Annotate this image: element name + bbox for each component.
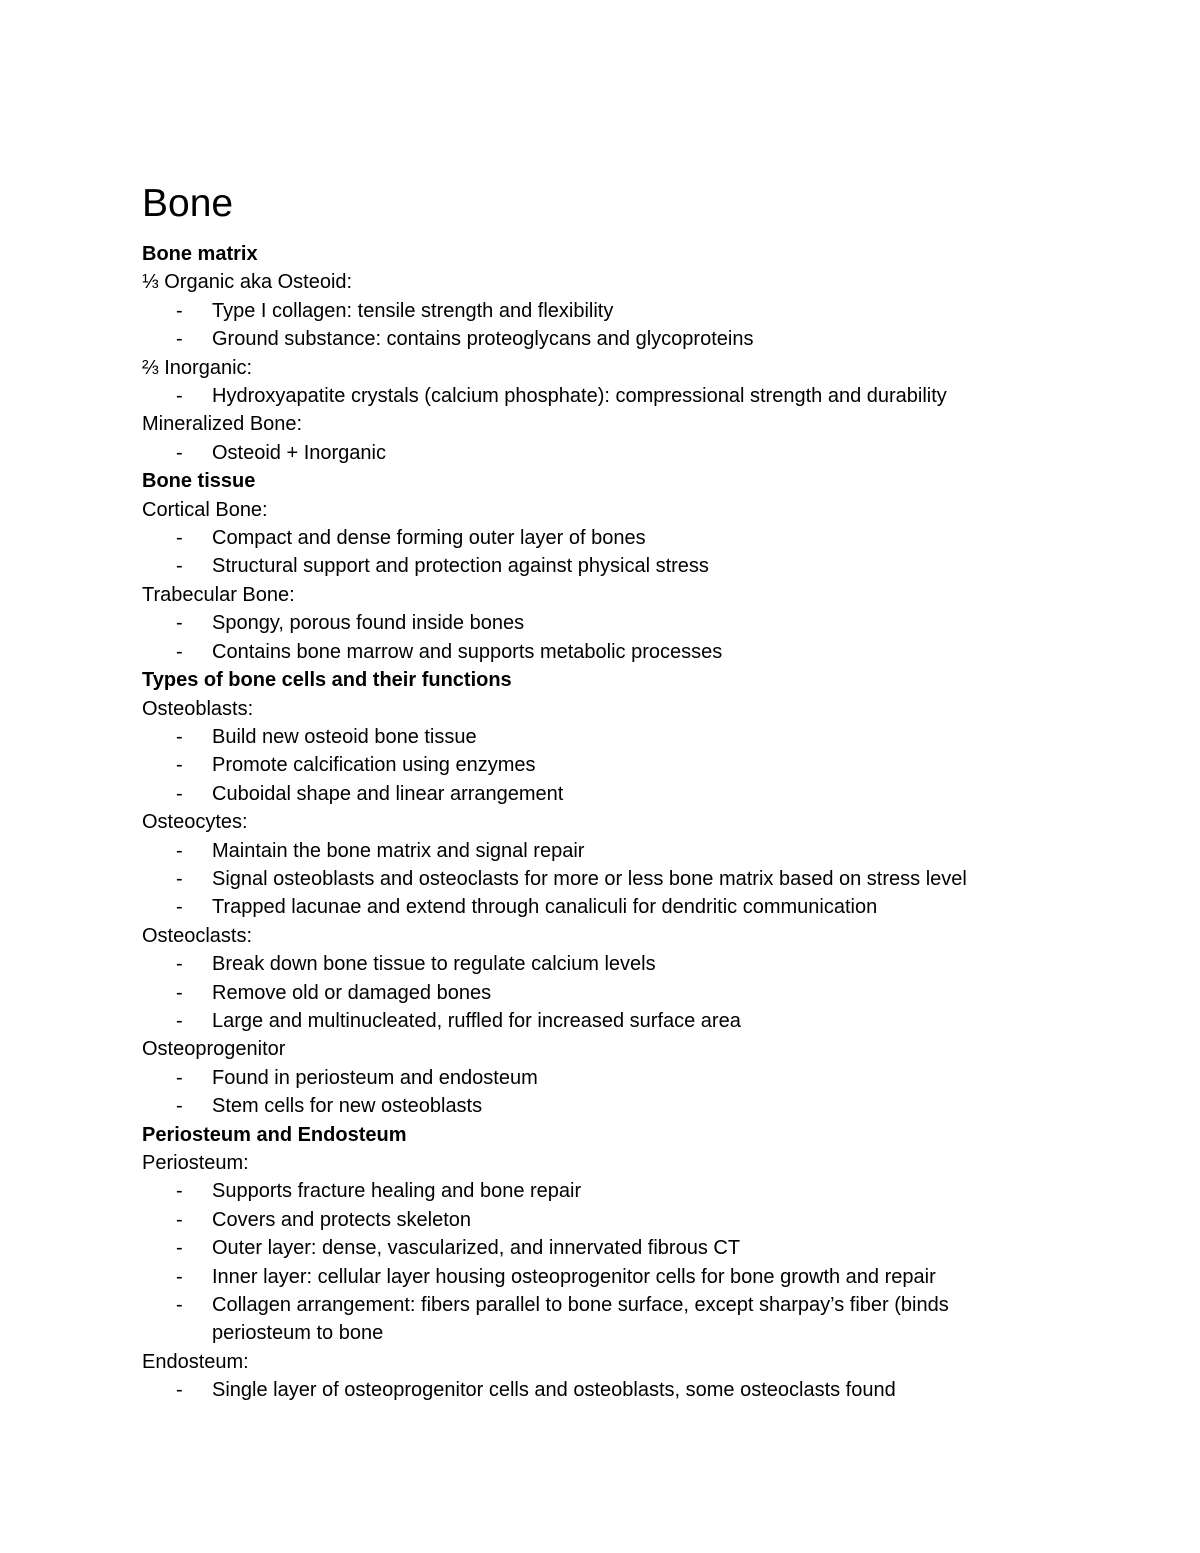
document-content	[142, 240, 1082, 1405]
list-item-text: Break down bone tissue to regulate calcium levels	[212, 953, 656, 976]
dash-bullet-icon: -	[176, 1379, 183, 1402]
list-item	[142, 1007, 1082, 1035]
list-item	[142, 325, 1082, 353]
list-item-text: Promote calcification using enzymes	[212, 754, 536, 777]
dash-bullet-icon: -	[176, 953, 183, 976]
dash-bullet-icon: -	[176, 612, 183, 635]
document-body	[142, 178, 1082, 1405]
list-item-text: Signal osteoblasts and osteoclasts for more or less bone matrix based on stress level	[212, 867, 967, 890]
dash-bullet-icon: -	[176, 782, 183, 805]
group-label: Mineralized Bone:	[142, 413, 303, 436]
dash-bullet-icon: -	[176, 328, 183, 351]
list-item	[142, 979, 1082, 1007]
list-item	[142, 723, 1082, 751]
group-label: ⅔ Inorganic:	[142, 356, 253, 379]
group-label: Osteoprogenitor	[142, 1038, 286, 1061]
list-item-text: Osteoid + Inorganic	[212, 441, 386, 464]
dash-bullet-icon: -	[176, 896, 183, 919]
list-item	[142, 780, 1082, 808]
group-label: Cortical Bone:	[142, 498, 268, 521]
list-item	[142, 1092, 1082, 1120]
list-item-text: Type I collagen: tensile strength and flexibility	[212, 299, 614, 322]
dash-bullet-icon: -	[176, 1237, 183, 1260]
list-item-text: Ground substance: contains proteoglycans and glycoproteins	[212, 328, 754, 351]
list-item-text: Covers and protects skeleton	[212, 1208, 472, 1231]
section-heading: Types of bone cells and their functions	[142, 669, 512, 692]
list-item	[142, 382, 1082, 410]
list-item	[142, 1376, 1082, 1404]
list-item	[142, 865, 1082, 893]
list-item-text: Hydroxyapatite crystals (calcium phosphate): compressional strength and durability	[212, 385, 947, 408]
list-item-text: Single layer of osteoprogenitor cells and osteoblasts, some osteoclasts found	[212, 1379, 896, 1402]
list-item	[142, 950, 1082, 978]
list-item	[142, 751, 1082, 779]
group-label: Osteoclasts:	[142, 924, 253, 947]
dash-bullet-icon: -	[176, 527, 183, 550]
list-item-text: Cuboidal shape and linear arrangement	[212, 782, 564, 805]
list-item-text: Compact and dense forming outer layer of bones	[212, 527, 646, 550]
list-item-text: Outer layer: dense, vascularized, and innervated fibrous CT	[212, 1237, 741, 1260]
dash-bullet-icon: -	[176, 867, 183, 890]
list-item-text: Remove old or damaged bones	[212, 981, 492, 1004]
list-item-text: Large and multinucleated, ruffled for increased surface area	[212, 1009, 741, 1032]
list-item	[142, 1206, 1082, 1234]
dash-bullet-icon: -	[176, 441, 183, 464]
dash-bullet-icon: -	[176, 1095, 183, 1118]
dash-bullet-icon: -	[176, 1009, 183, 1032]
group-label: Osteocytes:	[142, 811, 248, 834]
list-item-text: Spongy, porous found inside bones	[212, 612, 525, 635]
list-item-text: Collagen arrangement: fibers parallel to bone surface, except sharpay’s fiber (binds periosteum to bone	[212, 1294, 949, 1345]
list-item	[142, 837, 1082, 865]
list-item	[142, 297, 1082, 325]
group-label: Trabecular Bone:	[142, 583, 295, 606]
dash-bullet-icon: -	[176, 1294, 183, 1317]
list-item-text: Stem cells for new osteoblasts	[212, 1095, 483, 1118]
dash-bullet-icon: -	[176, 1208, 183, 1231]
dash-bullet-icon: -	[176, 839, 183, 862]
list-item	[142, 1064, 1082, 1092]
list-item-text: Maintain the bone matrix and signal repair	[212, 839, 585, 862]
dash-bullet-icon: -	[176, 725, 183, 748]
list-item	[142, 552, 1082, 580]
dash-bullet-icon: -	[176, 555, 183, 578]
dash-bullet-icon: -	[176, 1066, 183, 1089]
list-item	[142, 1177, 1082, 1205]
list-item	[142, 893, 1082, 921]
list-item	[142, 439, 1082, 467]
list-item-text: Structural support and protection against physical stress	[212, 555, 709, 578]
list-item-text: Inner layer: cellular layer housing osteoprogenitor cells for bone growth and repair	[212, 1265, 936, 1288]
list-item	[142, 524, 1082, 552]
list-item	[142, 609, 1082, 637]
list-item	[142, 1263, 1082, 1291]
dash-bullet-icon: -	[176, 385, 183, 408]
dash-bullet-icon: -	[176, 754, 183, 777]
section-heading: Bone matrix	[142, 243, 258, 265]
dash-bullet-icon: -	[176, 981, 183, 1004]
group-label: ⅓ Organic aka Osteoid:	[142, 271, 353, 294]
dash-bullet-icon: -	[176, 640, 183, 663]
dash-bullet-icon: -	[176, 1180, 183, 1203]
list-item-text: Trapped lacunae and extend through canaliculi for dendritic communication	[212, 896, 878, 919]
section-heading: Bone tissue	[142, 470, 256, 493]
dash-bullet-icon: -	[176, 1265, 183, 1288]
list-item	[142, 1234, 1082, 1262]
group-label: Endosteum:	[142, 1350, 249, 1373]
section-heading: Periosteum and Endosteum	[142, 1123, 407, 1146]
list-item-text: Build new osteoid bone tissue	[212, 725, 477, 748]
page-title: Bone	[142, 182, 234, 225]
list-item-text: Found in periosteum and endosteum	[212, 1066, 538, 1089]
group-label: Periosteum:	[142, 1152, 249, 1174]
dash-bullet-icon: -	[176, 299, 183, 322]
list-item	[142, 638, 1082, 666]
list-item-text: Contains bone marrow and supports metabolic processes	[212, 640, 723, 663]
list-item-text: Supports fracture healing and bone repair	[212, 1180, 582, 1203]
group-label: Osteoblasts:	[142, 697, 254, 720]
list-item	[142, 1291, 1082, 1348]
